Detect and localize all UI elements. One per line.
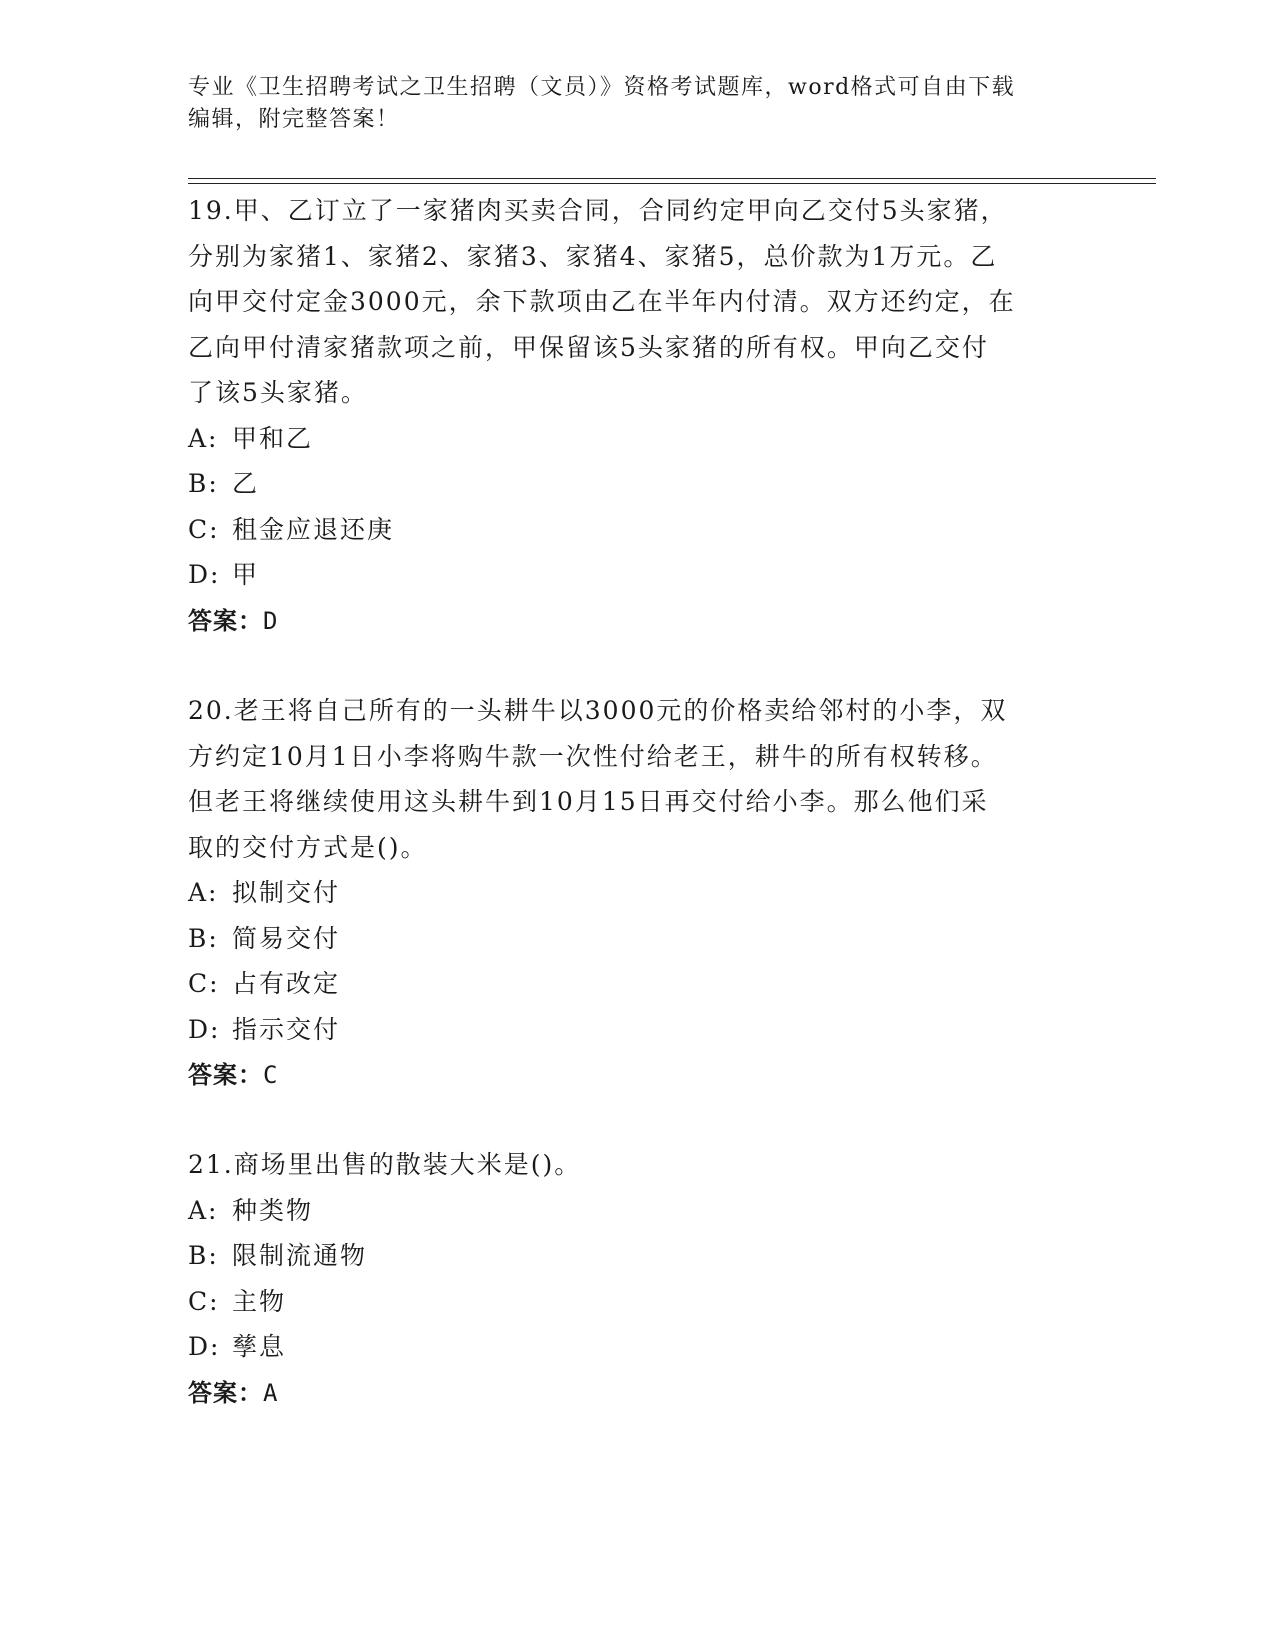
- option-letter: A:: [188, 423, 219, 453]
- option-letter: A:: [188, 878, 219, 907]
- option-c: [188, 1279, 1088, 1325]
- option-letter: A:: [188, 1195, 219, 1225]
- option-text: 甲和乙: [232, 423, 314, 453]
- option-text: 指示交付: [232, 1014, 341, 1044]
- option-d: [188, 552, 1088, 598]
- option-letter: C:: [188, 514, 220, 544]
- answer-label: 答案：: [188, 1378, 263, 1407]
- answer-value: D: [263, 606, 279, 635]
- option-text: 孳息: [232, 1332, 287, 1361]
- option-c: [188, 507, 1088, 553]
- option-letter: C:: [188, 969, 220, 998]
- answer-value: C: [263, 1061, 279, 1089]
- header-line-1: 专业《卫生招聘考试之卫生招聘（文员）》资格考试题库，word格式可自由下载: [188, 75, 1016, 100]
- option-text: 租金应退还庚: [232, 514, 395, 544]
- question-20: [188, 688, 1088, 1098]
- option-text: 限制流通物: [232, 1241, 368, 1270]
- option-c: [188, 961, 1088, 1007]
- question-21: [188, 1142, 1088, 1416]
- option-a: [188, 1188, 1088, 1234]
- stem-line: 取的交付方式是()。: [188, 832, 428, 862]
- document-header: [188, 72, 1088, 136]
- option-letter: D:: [188, 1332, 221, 1361]
- option-letter: B:: [188, 1241, 219, 1270]
- option-b: [188, 916, 1088, 962]
- stem-line: 20.老王将自己所有的一头耕牛以3000元的价格卖给邻村的小李，双: [188, 696, 1008, 725]
- question-stem: [188, 688, 1088, 870]
- stem-line: 21.商场里出售的散装大米是()。: [188, 1150, 582, 1179]
- option-letter: B:: [188, 469, 219, 498]
- option-letter: D:: [188, 560, 221, 589]
- question-19: [188, 188, 1088, 644]
- answer-line: [188, 1052, 1088, 1098]
- option-letter: C:: [188, 1286, 220, 1316]
- option-b: [188, 461, 1088, 507]
- option-text: 拟制交付: [232, 878, 341, 907]
- header-line-2: 编辑，附完整答案！: [188, 107, 400, 132]
- stem-line: 了该5头家猪。: [188, 378, 368, 407]
- question-stem: [188, 188, 1088, 416]
- header-divider-top: [188, 178, 1156, 179]
- question-stem: [188, 1142, 1088, 1188]
- option-text: 简易交付: [232, 923, 341, 953]
- option-b: [188, 1233, 1088, 1279]
- option-letter: B:: [188, 923, 219, 953]
- option-a: [188, 870, 1088, 916]
- stem-line: 乙向甲付清家猪款项之前，甲保留该5头家猪的所有权。甲向乙交付: [188, 332, 989, 362]
- stem-line: 但老王将继续使用这头耕牛到10月15日再交付给小李。那么他们采: [188, 787, 989, 816]
- option-text: 占有改定: [232, 969, 341, 998]
- option-d: [188, 1007, 1088, 1053]
- answer-value: A: [263, 1378, 279, 1407]
- stem-line: 分别为家猪1、家猪2、家猪3、家猪4、家猪5，总价款为1万元。乙: [188, 241, 998, 271]
- option-a: [188, 416, 1088, 462]
- answer-line: [188, 598, 1088, 644]
- stem-line: 方约定10月1日小李将购牛款一次性付给老王，耕牛的所有权转移。: [188, 741, 998, 771]
- option-text: 主物: [232, 1286, 287, 1316]
- option-letter: D:: [188, 1014, 221, 1044]
- option-text: 乙: [232, 469, 260, 498]
- option-text: 种类物: [232, 1195, 314, 1225]
- answer-line: [188, 1370, 1088, 1416]
- option-text: 甲: [232, 560, 260, 589]
- header-divider-bottom: [188, 183, 1156, 184]
- stem-line: 向甲交付定金3000元，余下款项由乙在半年内付清。双方还约定，在: [188, 287, 1016, 316]
- option-d: [188, 1324, 1088, 1370]
- answer-label: 答案：: [188, 606, 263, 635]
- answer-label: 答案：: [188, 1061, 263, 1089]
- stem-line: 19.甲、乙订立了一家猪肉买卖合同，合同约定甲向乙交付5头家猪，: [188, 196, 1008, 225]
